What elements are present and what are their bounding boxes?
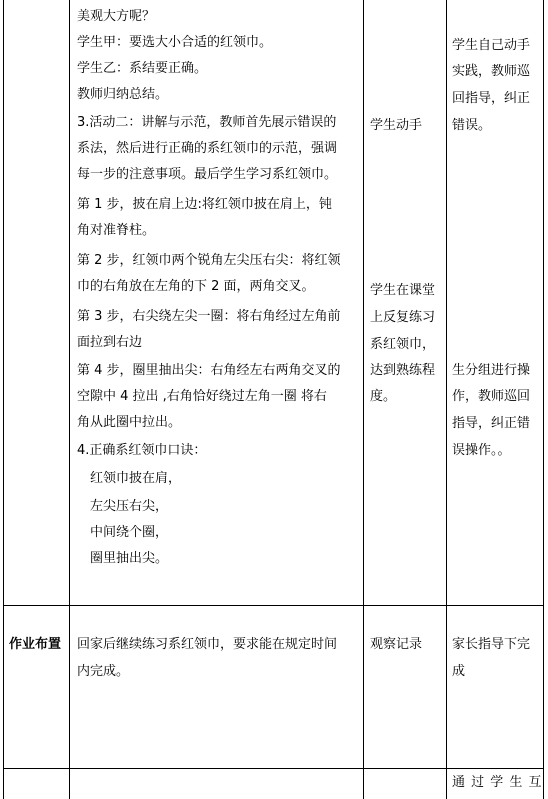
design-intent-text: 误操作。。 — [452, 443, 511, 458]
homework-label: 作业布置 — [9, 637, 62, 652]
design-intent-text: 回指导，纠正 — [452, 91, 531, 106]
content-line: 学生甲：要选大小合适的红领巾。 — [77, 35, 273, 50]
student-activity-text: 度。 — [370, 389, 397, 404]
homework-content: 回家后继续练习系红领巾，要求能在规定时间 — [77, 637, 338, 652]
content-line: 中间绕个圈， — [90, 525, 169, 540]
content-line: 第 4 步，圈里抽出尖：右角经左右两角交叉的 — [77, 363, 341, 378]
content-line: 角对准脊柱。 — [77, 223, 156, 238]
content-line: 系法，然后进行正确的系红领巾的示范，强调 — [77, 141, 338, 156]
content-line: 第 3 步，右尖绕左尖一圈：将右角经过左角前 — [77, 309, 341, 324]
row-divider-1 — [3, 605, 544, 606]
row-divider-2 — [3, 768, 544, 769]
homework-note: 成 — [452, 664, 466, 679]
table-border-left — [3, 0, 4, 799]
homework-method: 观察记录 — [370, 637, 423, 652]
content-line: 圈里抽出尖。 — [90, 551, 169, 566]
homework-content: 内完成。 — [77, 664, 130, 679]
student-activity-text: 学生在课堂 — [370, 283, 436, 298]
homework-note: 家长指导下完 — [452, 637, 531, 652]
last-row-note: 通 过 学 生 互 — [452, 775, 543, 790]
design-intent-text: 生分组进行操 — [452, 363, 531, 378]
design-intent-text: 作，教师巡回 — [452, 389, 531, 404]
content-line: 教师归纳总结。 — [77, 87, 169, 102]
table-border-col3 — [446, 0, 447, 799]
content-line: 空隙中 4 拉出 ,右角恰好绕过左角一圈 将右 — [77, 389, 327, 404]
design-intent-text: 实践，教师巡 — [452, 64, 531, 79]
design-intent-text: 错误。 — [452, 118, 492, 133]
design-intent-text: 学生自己动手 — [452, 38, 531, 53]
student-activity-text: 上反复练习 — [370, 310, 436, 325]
table-border-right — [543, 0, 544, 799]
table-border-col1 — [69, 0, 70, 799]
content-line: 第 1 步，披在肩上边:将红领巾披在肩上，钝 — [77, 197, 332, 212]
content-line: 左尖压右尖， — [90, 499, 169, 514]
content-line: 面拉到右边 — [77, 335, 143, 350]
content-line: 第 2 步，红领巾两个锐角左尖压右尖：将红领 — [77, 253, 341, 268]
student-activity-text: 学生动手 — [370, 118, 423, 133]
content-line: 巾的右角放在左角的下 2 面，两角交叉。 — [77, 279, 315, 294]
student-activity-text: 达到熟练程 — [370, 363, 436, 378]
content-line: 美观大方呢？ — [77, 9, 156, 24]
content-line: 学生乙：系结要正确。 — [77, 61, 208, 76]
content-line: 角从此圈中拉出。 — [77, 415, 182, 430]
design-intent-text: 指导，纠正错 — [452, 416, 531, 431]
content-line: 4.正确系红领巾口诀： — [77, 443, 207, 458]
student-activity-text: 系红领巾， — [370, 337, 436, 352]
table-border-col2 — [363, 0, 364, 799]
content-line: 红领巾披在肩， — [90, 471, 182, 486]
content-line: 3.活动二：讲解与示范，教师首先展示错误的 — [77, 115, 337, 130]
content-line: 每一步的注意事项。最后学生学习系红领巾。 — [77, 167, 338, 182]
